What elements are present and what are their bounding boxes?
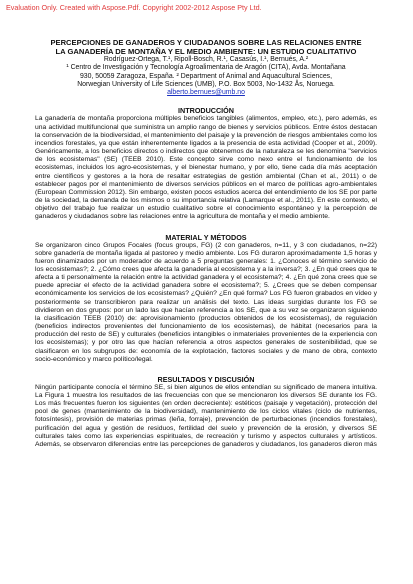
affiliation-line-2: 930, 50059 Zaragoza, España. ² Department of Animal and Aquacultural Sciences, [79,72,333,80]
intro-paragraph: La ganadería de montaña proporciona múltiples beneficios tangibles (alimentos, empleo, etc.), pero además, es una actividad multifuncional que suministra un amplio rango de bienes y servicios públicos. Entre éstos destacan la conservación de la biodiversidad, el mantenimiento del paisaje y la prevención de riesgos ambientales como los incendios forestales, ya que están inherentemente ligados a la presencia de esta actividad (Cooper et al., 2009). Genéricamente, a los beneficios directos o indirectos que obtenemos de la naturaleza se les denomina "servicios de los ecosistemas" (SE) (TEEB 2010). Este concepto sirve como nexo entre el funcionamiento de los ecosistemas, incluidos los agro-ecosistemas, y el bienestar humano, y por ello, tiene cada día más aceptación entre científicos y gestores a la hora de resaltar estrategias de gestión ambiental (Chan et al., 2011) o de establecer pagos por el mantenimiento de diversos servicios públicos en el marco de políticas agro-ambientales (European Commission 2012). Sin embargo, existen pocos estudios acerca del entendimiento de los SE por parte de la sociedad, la demanda de los mismos o su importancia relativa (Lamarque et al., 2011). En este contexto, el objetivo del trabajo fue realizar un estudio cualitativo sobre el conocimiento espontáneo y la percepción de ganaderos y ciudadanos sobre las relaciones entre la agricultura de montaña y el medio ambiente. [35,115,377,221]
paper-authors: Rodríguez-Ortega, T.¹, Ripoll-Bosch, R.¹, Casasús, I.¹, Bernués, A.² [103,56,309,63]
methods-heading: MATERIAL Y MÉTODOS [165,232,247,242]
paper-page [35,38,377,449]
author-email-link[interactable]: alberto.bernues@umb.no [167,89,245,97]
affiliation-line-1: ¹ Centro de Investigación y Tecnología Agroalimentaria de Aragón (CITA), Avda. Montañana [66,64,346,72]
paper-title-line-1: PERCEPCIONES DE GANADEROS Y CIUDADANOS SOBRE LAS RELACIONES ENTRE [50,38,362,47]
intro-heading: INTRODUCCIÓN [178,106,234,116]
results-heading: RESULTADOS Y DISCUSIÓN [157,374,255,384]
evaluation-watermark: Evaluation Only. Created with Aspose.Pdf. Copyright 2002-2012 Aspose Pty Ltd. [6,3,262,12]
affiliation-line-3: Norwegian University of Life Sciences (UMB), P.O. Box 5003, No-1432 Ås, Noruega. [77,80,335,88]
methods-paragraph: Se organizaron cinco Grupos Focales (focus groups, FG) (2 con ganaderos, n=11, y 3 con ciudadanos, n=22) sobre ganadería de montaña ligada al pastoreo y medio ambiente. Los FG duraron aproximadamente 1,5 horas y fueron dinamizados por un moderador de acuerdo a 5 preguntas generales: 1. ¿Conoces el término servicio de los ecosistemas?; 2. ¿Cómo crees que afecta la ganadería al ecosistema y a la inversa?; 3. ¿En qué crees que te afecta a ti personalmente la relación entre la actividad ganadera y el ecosistema?; 4. ¿En qué zona crees que se puede apreciar el efecto de la actividad ganadera sobre el ecosistema?; 5. ¿Crees que se deben compensar económicamente los servicios de los ecosistemas? ¿Quién? ¿En qué forma? Los FG fueron grabados en vídeo y posteriormente se transcribieron para realizar un análisis del texto. Las ideas surgidas durante los FG se dividieron en dos grupos: por un lado las que hacían referencia a los SE, que a su vez se organizaron siguiendo la clasificación TEEB (2010) de: aprovisionamiento (productos obtenidos de los ecosistemas), de regulación (beneficios indirectos provenientes del funcionamiento de los ecosistemas), de hábitat (necesarios para la producción del resto de SE) y culturales (beneficios intangibles o inmateriales provenientes de la experiencia con los ecosistemas); y por otro las que hacían referencia a otros aspectos generales de sostenibilidad, que se clasificaron en los subgrupos de: economía de la explotación, factores sociales y de mano de obra, contexto socio-económico y marco político/legal. [35,241,377,363]
results-paragraph: Ningún participante conocía el término SE, si bien algunos de ellos entendían su significado de manera intuitiva. La Figura 1 muestra los resultados de las frecuencias con que se mencionaron los diversos SE durante los FG. Los más frecuentes fueron los siguientes (en orden decreciente): estéticos (paisaje y vegetación), protección del pool de genes (mantenimiento de la biodiversidad), mantenimiento de los ciclos vitales (ciclo de nutrientes, fotosíntesis), provisión de materias primas (leña, forraje), prevención de perturbaciones (incendios forestales), purificación del agua y gestión de residuos, fertilidad del suelo y prevención de la erosión, y diversos SE culturales tales como las experiencias espirituales, de recreación y turismo y aspectos culturales y artísticos. Además, se observaron diferencias entre las percepciones de ganaderos y ciudadanos, los ganaderos dieron más [35,383,377,448]
paper-title-line-2: LA GANADERÍA DE MONTAÑA Y EL MEDIO AMBIENTE: UN ESTUDIO CUALITATIVO [55,47,357,56]
